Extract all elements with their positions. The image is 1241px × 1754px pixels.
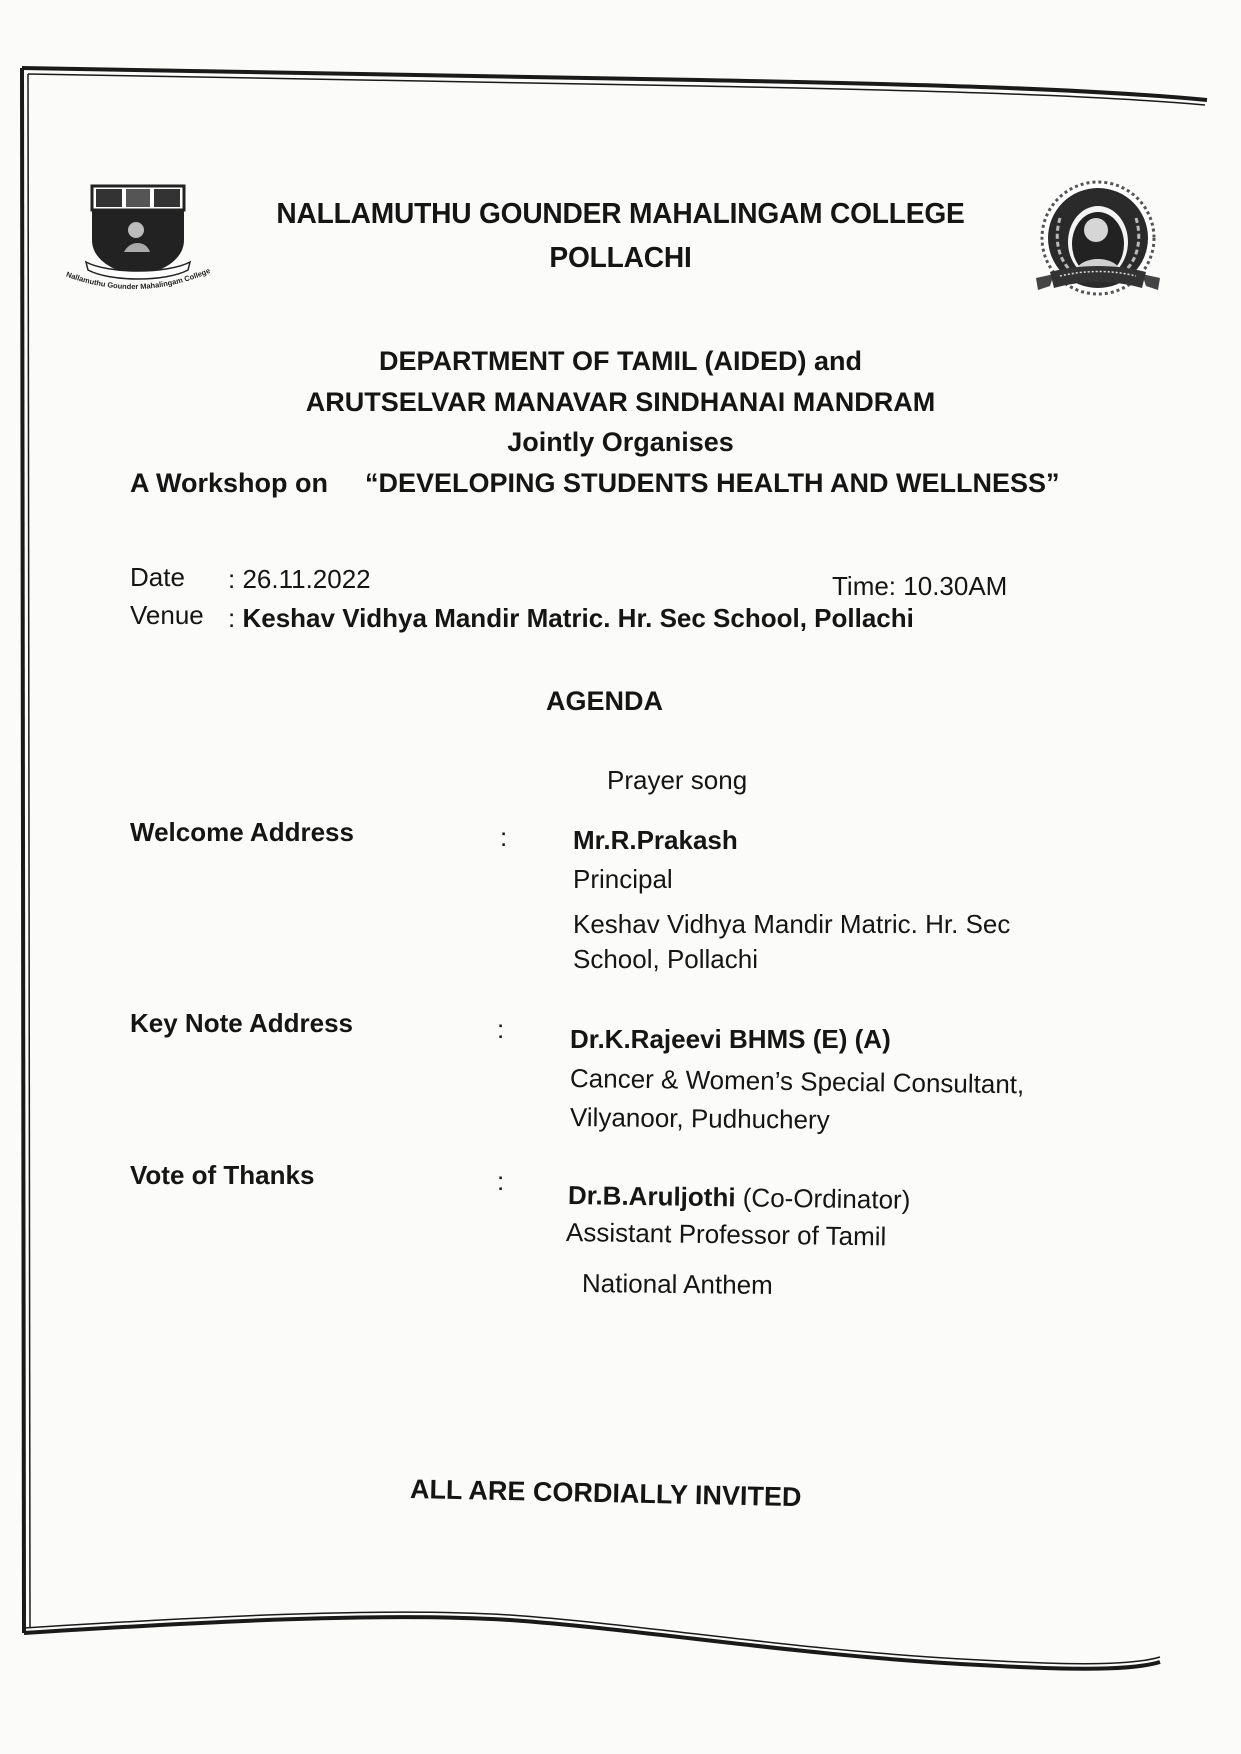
speaker-role: (Co-Ordinator) [735,1182,911,1215]
workshop-title: “DEVELOPING STUDENTS HEALTH AND WELLNESS” [365,468,1060,498]
agenda-detail: School, Pollachi [573,944,758,974]
organiser-line-1: DEPARTMENT OF TAMIL (AIDED) and [379,346,862,376]
agenda-label-thanks: Vote of Thanks [130,1160,315,1190]
agenda-closing: National Anthem [581,1268,773,1300]
organiser-line-2: ARUTSELVAR MANAVAR SINDHANAI MANDRAM [305,387,936,417]
agenda-sep-thanks: : [497,1166,505,1196]
venue-row [228,603,914,634]
agenda-label-welcome: Welcome Address [130,817,354,847]
agenda-detail: Assistant Professor of Tamil [565,1217,887,1252]
agenda-speaker-welcome: Mr.R.Prakash [573,825,738,855]
date-label: Date [130,562,185,592]
agenda-speaker-thanks [568,1180,911,1216]
agenda-detail: Cancer & Women’s Special Consultant, [569,1063,1025,1100]
agenda-detail: Vilyanoor, Pudhuchery [569,1102,830,1135]
invitation-text: ALL ARE CORDIALLY INVITED [409,1474,802,1513]
venue-value: Keshav Vidhya Mandir Matric. Hr. Sec School, Pollachi [242,603,914,633]
agenda-detail: Keshav Vidhya Mandir Matric. Hr. Sec [573,909,1011,939]
agenda-speaker-keynote: Dr.K.Rajeevi BHMS (E) (A) [570,1024,891,1054]
college-crest-icon [58,178,218,296]
crest-caption: Nallamuthu Gounder Mahalingam College [64,265,212,292]
college-city: POLLACHI [549,242,692,274]
workshop-prefix: A Workshop on [130,468,328,498]
time-row [832,571,1007,602]
venue-label: Venue [130,600,204,630]
time-value: 10.30AM [903,571,1008,601]
agenda-label-keynote: Key Note Address [130,1008,353,1038]
date-value: : 26.11.2022 [228,564,371,594]
agenda-sep-welcome: : [500,822,508,852]
agenda-heading: AGENDA [546,686,664,716]
time-label: Time: [832,571,897,601]
venue-separator: : [228,603,236,633]
speaker-name: Dr.B.Aruljothi [567,1180,736,1213]
agenda-sep-keynote: : [497,1014,505,1044]
college-name: NALLAMUTHU GOUNDER MAHALINGAM COLLEGE [276,198,965,230]
workshop-line [130,468,1060,499]
agenda-opening: Prayer song [607,765,748,795]
jointly-organises: Jointly Organises [507,427,734,457]
college-crest-logo [58,178,218,296]
agenda-detail: Principal [573,864,673,894]
